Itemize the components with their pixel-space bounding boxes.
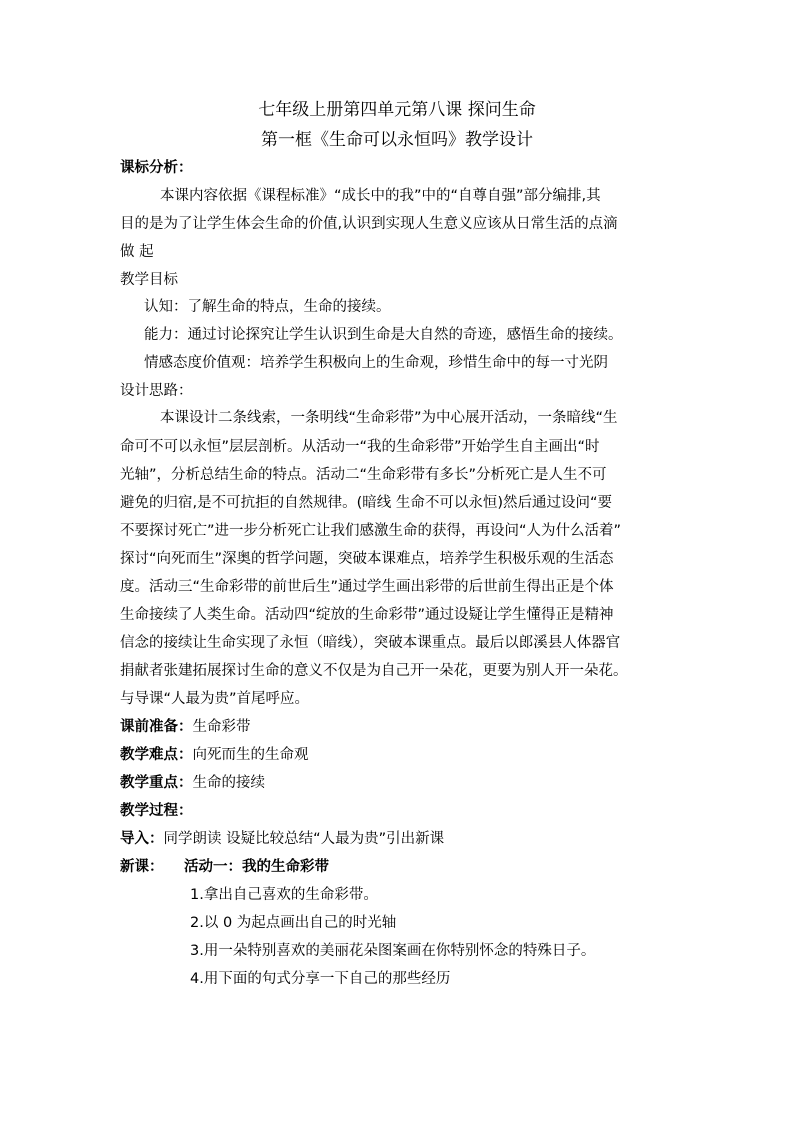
design-line: 探讨“向死而生”深奥的哲学问题，突破本课难点，培养学生积极乐观的生活态: [120, 551, 614, 567]
curriculum-text-line3: 做 起: [120, 244, 154, 260]
intro-label: 导入：: [120, 831, 164, 847]
step-item: 4.用下面的句式分享一下自己的那些经历: [190, 971, 451, 987]
prep-value: 生命彩带: [192, 719, 251, 735]
design-line: 信念的接续让生命实现了永恒（暗线），突破本课重点。最后以郎溪县人体器官: [120, 635, 621, 651]
design-line: 光轴”，分析总结生命的特点。活动二“生命彩带有多长”分析死亡是人生不可: [120, 467, 607, 483]
design-line: 度。活动三“生命彩带的前世后生”通过学生画出彩带的后世前生得出正是个体: [120, 579, 614, 595]
key-point-value: 生命的接续: [192, 775, 265, 791]
design-line: 捐献者张建拓展探讨生命的意义不仅是为自己开一朵花，更要为别人开一朵花。: [120, 663, 628, 679]
goal-emotion: 情感态度价值观：培养学生积极向上的生命观，珍惜生命中的每一寸光阴: [144, 355, 608, 371]
design-line: 生命接续了人类生命。活动四“绽放的生命彩带”通过设疑让学生懂得正是精神: [120, 607, 614, 623]
activity1-title: 活动一：我的生命彩带: [184, 859, 329, 875]
difficulty-value: 向死而生的生命观: [192, 747, 309, 763]
design-heading: 设计思路：: [120, 383, 193, 399]
design-line: 本课设计二条线索，一条明线“生命彩带”为中心展开活动，一条暗线“生: [160, 410, 618, 426]
design-line: 命可不可以永恒”层层剖析。从活动一“我的生命彩带”开始学生自主画出“时: [120, 439, 600, 455]
design-line: 避免的归宿,是不可抗拒的自然规律。(暗线 生命不可以永恒)然后通过设问“要: [120, 495, 613, 511]
step-item: 2.以 0 为起点画出自己的时光轴: [190, 915, 397, 931]
prep-row: [120, 717, 680, 737]
new-lesson-row: [120, 857, 680, 877]
curriculum-heading: 课标分析：: [120, 160, 193, 176]
difficulty-label: 教学难点：: [120, 747, 193, 763]
goal-cognition: 认知：了解生命的特点，生命的接续。: [144, 299, 391, 315]
doc-title-line2: 第一框《生命可以永恒吗》教学设计: [261, 130, 533, 150]
difficulty-row: [120, 745, 680, 765]
key-point-row: [120, 773, 680, 793]
intro-value: 同学朗读 设疑比较总结“人最为贵”引出新课: [163, 831, 445, 847]
step-item: 3.用一朵特别喜欢的美丽花朵图案画在你特别怀念的特殊日子。: [190, 943, 596, 959]
prep-label: 课前准备：: [120, 719, 193, 735]
process-heading: 教学过程：: [120, 803, 193, 819]
goals-heading: 教学目标: [120, 272, 178, 288]
curriculum-text-line1: 本课内容依据《课程标准》“成长中的我”中的“自尊自强”部分编排,其: [160, 188, 601, 204]
new-lesson-label: 新课：: [120, 859, 164, 875]
intro-row: [120, 829, 680, 849]
design-line: 不要探讨死亡”进一步分析死亡让我们感激生命的获得，再设问“人为什么活着”: [120, 523, 622, 539]
design-line: 与导课“人最为贵”首尾呼应。: [120, 691, 310, 707]
key-point-label: 教学重点：: [120, 775, 193, 791]
goal-ability: 能力：通过讨论探究让学生认识到生命是大自然的奇迹，感悟生命的接续。: [144, 327, 623, 343]
curriculum-text-line2: 目的是为了让学生体会生命的价值,认识到实现人生意义应该从日常生活的点滴: [120, 216, 618, 232]
step-item: 1.拿出自己喜欢的生命彩带。: [190, 887, 378, 903]
doc-title-line1: 七年级上册第四单元第八课 探问生命: [258, 100, 536, 120]
